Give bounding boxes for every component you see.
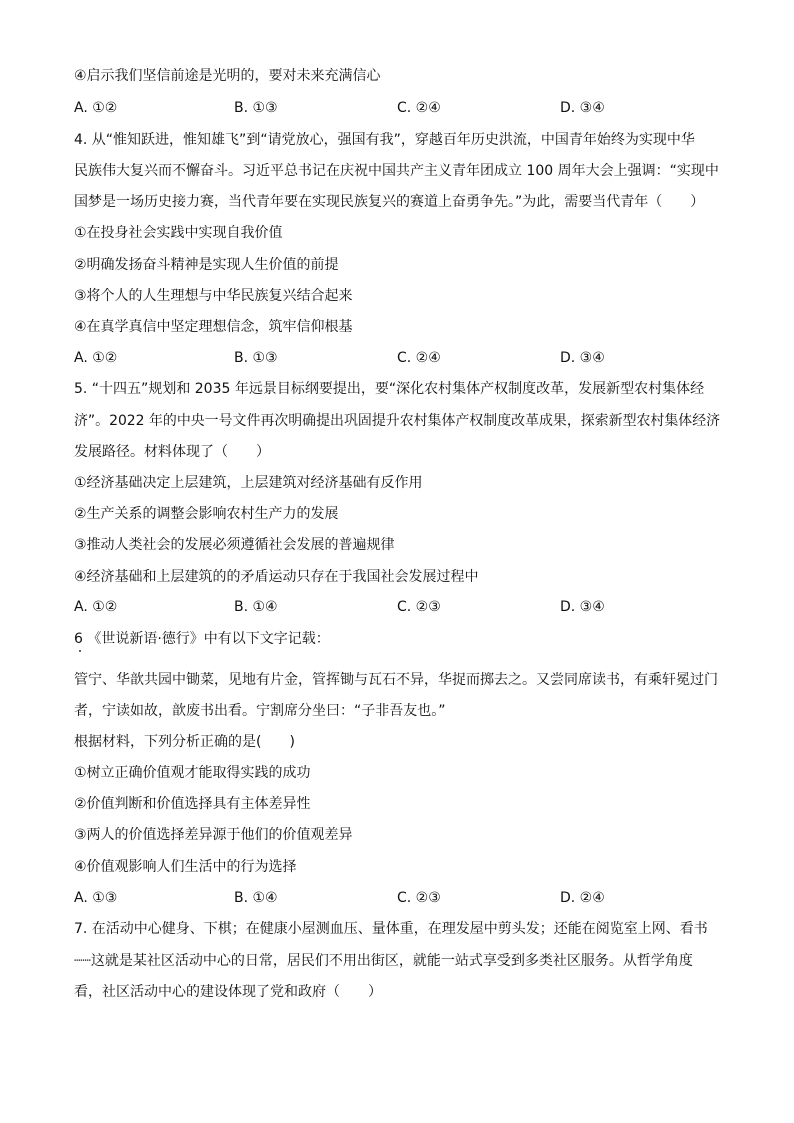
q4-options [74,349,714,367]
q4-statement-1: ①在投身社会实践中实现自我价值 [74,225,283,241]
q7-stem-line-3: 看，社区活动中心的建设体现了党和政府（ ） [74,984,382,1000]
q4-option-a[interactable]: A. ①② [74,350,118,366]
q6-statement-1: ①树立正确价值观才能取得实践的成功 [74,765,311,781]
q5-statement-3: ③推动人类社会的发展必须遵循社会发展的普遍规律 [74,537,395,553]
q5-option-a[interactable]: A. ①② [74,599,118,615]
q5-statement-1: ①经济基础决定上层建筑，上层建筑对经济基础有反作用 [74,475,423,491]
q4-stem-line-2: 民族伟大复兴而不懈奋斗。习近平总书记在庆祝中国共产主义青年团成立 100 周年大会上强调：“实现中 [74,163,719,179]
q3-option-b[interactable]: B. ①③ [234,100,278,116]
q6-options [74,889,714,907]
q5-statement-4: ④经济基础和上层建筑的的矛盾运动只存在于我国社会发展过程中 [74,569,479,585]
q5-stem-line-1: 5. “十四五”规划和 2035 年远景目标纲要提出，要“深化农村集体产权制度改革，发展新型农村集体经 [74,381,705,397]
q4-statement-2: ②明确发扬奋斗精神是实现人生价值的前提 [74,257,339,273]
q3-option-d[interactable]: D. ③④ [560,100,605,116]
q4-option-b[interactable]: B. ①③ [234,350,278,366]
q3-option-a[interactable]: A. ①② [74,100,118,116]
q3-options [74,99,714,117]
q5-options [74,598,714,616]
q7-stem-line-1: 7. 在活动中心健身、下棋；在健康小屋测血压、量体重，在理发屋中剪头发；还能在阅览室上网、看书 [74,921,708,937]
q6-option-d[interactable]: D. ②④ [560,890,605,906]
q4-statement-4: ④在真学真信中坚定理想信念，筑牢信仰根基 [74,319,353,335]
q6-question-line: 根据材料，下列分析正确的是( ) [74,734,295,750]
q5-statement-2: ②生产关系的调整会影响农村生产力的发展 [74,506,339,522]
q6-option-b[interactable]: B. ①④ [234,890,278,906]
q6-passage-line-1: 管宁、华歆共园中锄菜，见地有片金，管挥锄与瓦石不异，华捉而掷去之。又尝同席读书，有乘轩冕过门 [74,672,718,688]
q4-option-c[interactable]: C. ②④ [397,350,441,366]
q5-option-c[interactable]: C. ②③ [397,599,441,615]
q4-statement-3: ③将个人的人生理想与中华民族复兴结合起来 [74,288,353,304]
q6-option-c[interactable]: C. ②③ [397,890,441,906]
q5-option-d[interactable]: D. ③④ [560,599,605,615]
q4-stem-line-3: 国梦是一场历史接力赛，当代青年要在实现民族复兴的赛道上奋勇争先。”为此，需要当代青年（ ） [74,194,705,210]
q5-stem-line-3: 发展路径。材料体现了（ ） [74,444,270,460]
q6-statement-3: ③两人的价值选择差异源于他们的价值观差异 [74,827,353,843]
q6-statement-4: ④价值观影响人们生活中的行为选择 [74,859,297,875]
q6-option-a[interactable]: A. ①③ [74,890,118,906]
q4-option-d[interactable]: D. ③④ [560,350,605,366]
q6-stem-line-1: 6 《世说新语·德行》中有以下文字记载： [74,631,330,647]
q4-stem-line-1: 4. 从“惟知跃进，惟知雄飞”到“请党放心，强国有我”，穿越百年历史洪流，中国青年始终为实现中华 [74,132,695,148]
q3-option-c[interactable]: C. ②④ [397,100,441,116]
q5-option-b[interactable]: B. ①④ [234,599,278,615]
q5-stem-line-2: 济”。2022 年的中央一号文件再次明确提出巩固提升农村集体产权制度改革成果，探索新型农村集体经济 [74,413,721,429]
q7-stem-line-2: ┈┈这就是某社区活动中心的日常，居民们不用出街区，就能一站式享受到多类社区服务。从哲学角度 [74,953,693,969]
stray-dot [79,650,81,652]
q6-passage-line-2: 者，宁读如故，歆废书出看。宁割席分坐曰：“子非吾友也。” [74,703,446,719]
q3-statement-4: ④启示我们坚信前途是光明的，要对未来充满信心 [74,68,381,84]
q6-statement-2: ②价值判断和价值选择具有主体差异性 [74,796,311,812]
